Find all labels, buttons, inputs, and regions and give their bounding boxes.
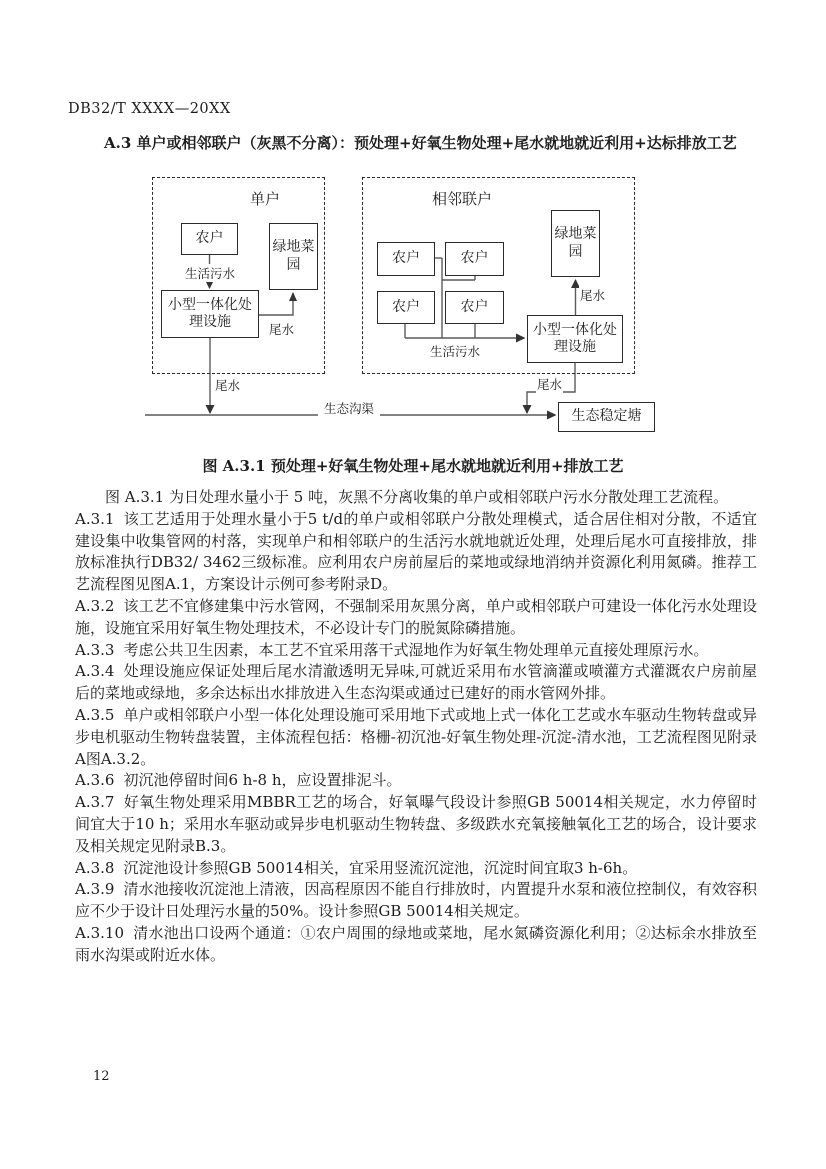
clause-label: A.3.8 [75,858,115,877]
clause-a3-3 [75,640,757,662]
body-text [75,487,757,967]
clause-a3-8 [75,858,757,880]
single-garden-node: 绿地菜园 [269,223,318,290]
intro-paragraph: 图 A.3.1 为日处理水量小于 5 吨，灰黑不分离收集的单户或相邻联户污水分散处理工艺流程。 [105,488,729,506]
eco-channel-label: 生态沟渠 [318,399,380,417]
joint-tailwater-label: 尾水 [580,288,606,303]
clause-label: A.3.4 [75,662,115,681]
single-group-title: 单户 [249,190,280,208]
clause-label: A.3.9 [75,880,115,899]
single-tailwater-label: 尾水 [269,322,295,337]
clause-text: 好氧生物处理采用MBBR工艺的场合，好氧曝气段设计参照GB 50014相关规定，水力停留时间宜大于10 h；采用水车驱动或异步电机驱动生物转盘、多级跌水充氧接触氧化工艺的场合，设计要求及相关规定见附录B.3。 [75,793,757,855]
clause-label: A.3.2 [75,596,115,615]
figure-caption: 图 A.3.1 预处理+好氧生物处理+尾水就地就近利用+排放工艺 [202,457,624,475]
section-title: A.3 单户或相邻联户（灰黑不分离）：预处理+好氧生物处理+尾水就地就近利用+达标排放工艺 [104,134,737,152]
clause-label: A.3.10 [75,923,124,942]
joint-farmer-node: 农户 [445,242,504,276]
clause-label: A.3.3 [75,640,115,659]
joint-tailwater-outlet-label: 尾水 [537,377,563,392]
clause-text: 考虑公共卫生因素，本工艺不宜采用落干式湿地作为好氧生物处理单元直接处理原污水。 [123,640,709,659]
clause-text: 该工艺适用于处理水量小于5 t/d的单户或相邻联户分散处理模式，适合居住相对分散，不适宜建设集中收集管网的村落，实现单户和相邻联户的生活污水就地就近处理，处理后尾水可直接排放，排放标准执行DB32/ 3462三级标准。应利用农户房前屋后的菜地或绿地消纳并资源化利用氮磷。推荐工艺流程图见图A.1，方案设计示例可参考附录D。 [75,509,757,594]
clause-a3-6 [75,770,757,792]
clause-a3-1 [75,509,757,596]
clause-text: 处理设施应保证处理后尾水清澈透明无异味,可就近采用布水管滴灌或喷灌方式灌溉农户房前屋后的菜地或绿地，多余达标出水排放进入生态沟渠或通过已建好的雨水管网外排。 [75,662,757,703]
clause-a3-9 [75,879,757,923]
joint-treatment-plant-node: 小型一体化处理设施 [527,315,623,363]
clause-text: 清水池出口设两个通道：①农户周围的绿地或菜地，尾水氮磷资源化利用；②达标余水排放至雨水沟渠或附近水体。 [75,923,757,964]
clause-a3-7 [75,792,757,857]
joint-farmer-node: 农户 [445,291,504,324]
clause-label: A.3.1 [75,509,115,528]
joint-farmer-node: 农户 [377,242,435,276]
clause-label: A.3.7 [75,793,115,812]
document-header: DB32/T XXXX—20XX [68,101,231,117]
clause-a3-5 [75,705,757,770]
clause-text: 该工艺不宜修建集中污水管网，不强制采用灰黑分离，单户或相邻联户可建设一体化污水处理设施，设施宜采用好氧生物处理技术，不必设计专门的脱氮除磷措施。 [75,596,757,637]
clause-a3-2 [75,596,757,640]
single-farmer-node: 农户 [181,223,238,255]
single-tailwater-outlet-label: 尾水 [215,378,241,393]
clause-label: A.3.6 [75,771,115,790]
joint-sewage-label: 生活污水 [423,342,487,360]
joint-garden-node: 绿地菜园 [551,210,600,277]
joint-farmer-node: 农户 [377,291,435,324]
figure-a31-diagram [140,170,680,440]
eco-pond-node: 生态稳定塘 [558,402,655,432]
clause-text: 沉淀池设计参照GB 50014相关，宜采用竖流沉淀池，沉淀时间宜取3 h-6h。 [123,858,638,877]
single-treatment-plant-node: 小型一体化处理设施 [161,290,259,338]
clause-text: 初沉池停留时间6 h-8 h，应设置排泥斗。 [123,771,402,790]
page-number: 12 [93,1069,110,1084]
joint-group-title: 相邻联户 [431,190,492,208]
clause-a3-10 [75,923,757,967]
single-sewage-label: 生活污水 [180,264,240,282]
clause-text: 清水池接收沉淀池上清液，因高程原因不能自行排放时，内置提升水泵和液位控制仪，有效容积应不少于设计日处理污水量的50%。设计参照GB 50014相关规定。 [75,880,757,921]
clause-a3-4 [75,661,757,705]
clause-label: A.3.5 [75,705,115,724]
clause-text: 单户或相邻联户小型一体化处理设施可采用地下式或地上式一体化工艺或水车驱动生物转盘或异步电机驱动生物转盘装置，主体流程包括：格栅-初沉池-好氧生物处理-沉淀-清水池，工艺流程图见附录A图A.3.2。 [75,705,757,768]
